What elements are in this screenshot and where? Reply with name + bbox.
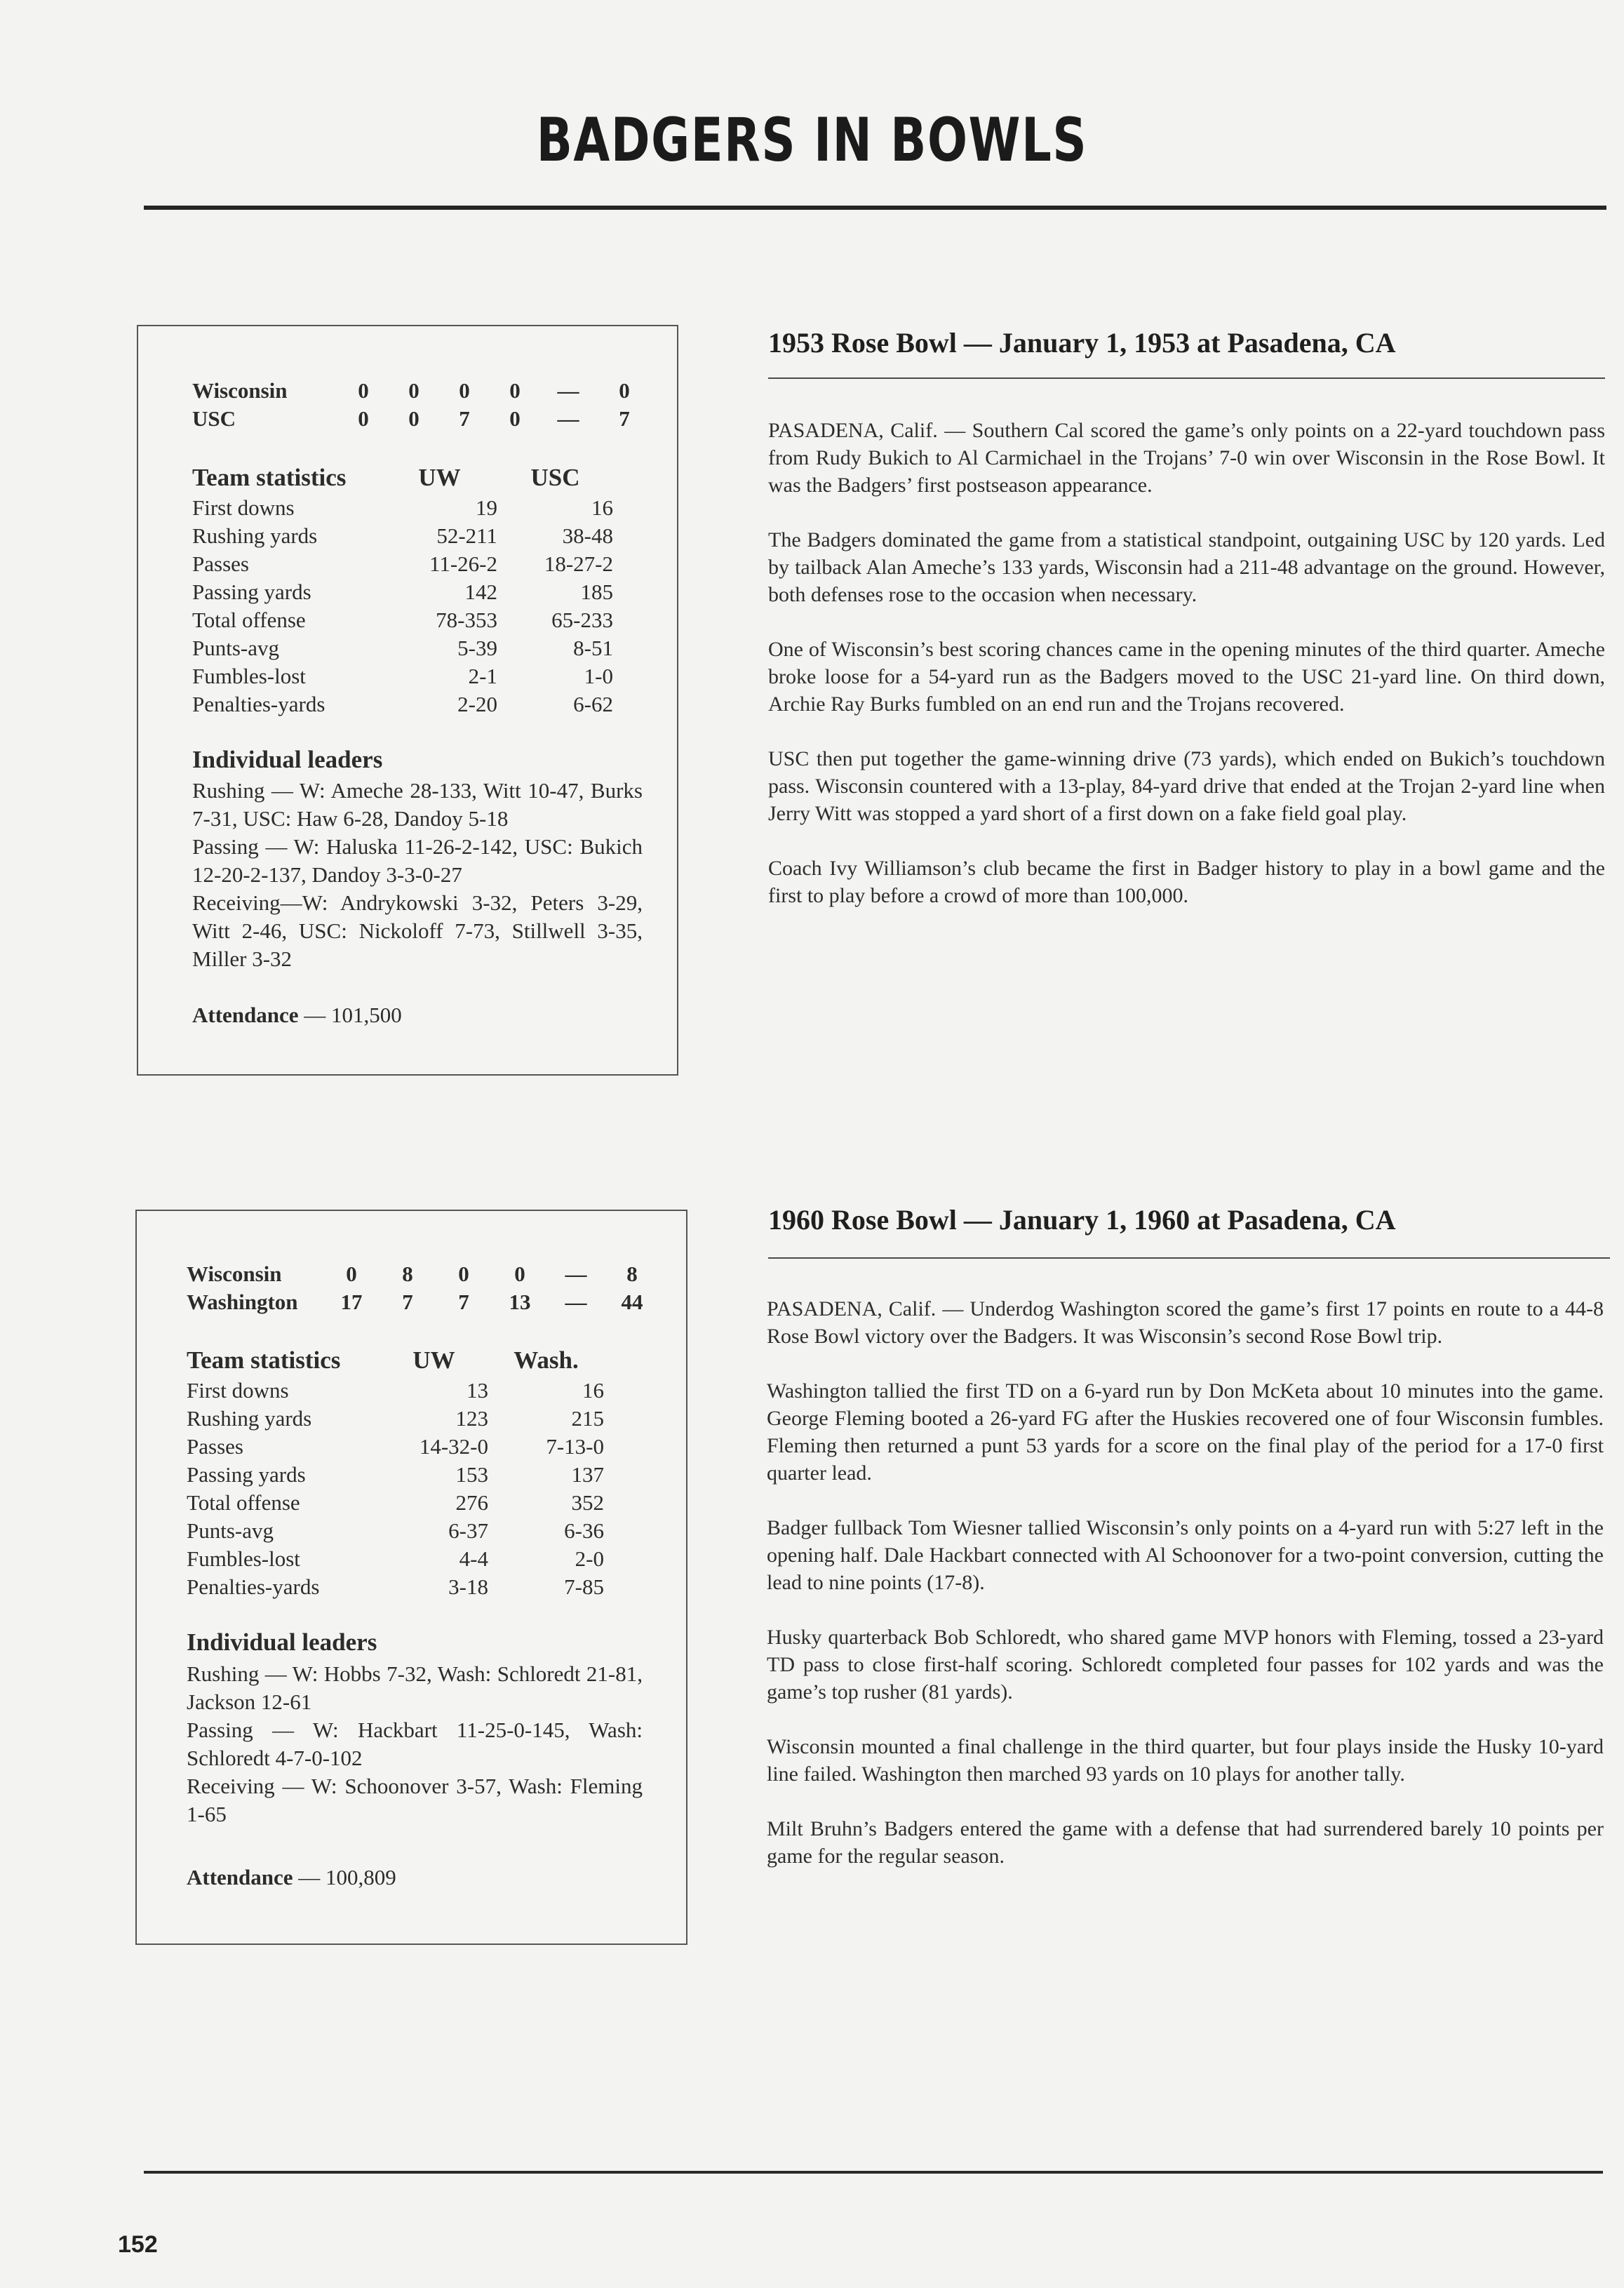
team1-value: 123 xyxy=(455,1406,488,1431)
page-title: BADGERS IN BOWLS xyxy=(536,105,1088,175)
stat-box-1953 xyxy=(137,325,678,1076)
attendance-1960 xyxy=(187,1864,396,1892)
quarter-score: 0 xyxy=(514,1262,525,1286)
team2-value: 16 xyxy=(591,495,613,520)
stat-row xyxy=(187,1545,604,1573)
team1-value: 2-1 xyxy=(468,664,497,688)
receiving-leaders: Receiving—W: Andrykowski 3-32, Peters 3-29, Witt 2-46, USC: Nickoloff 7-73, Stillwell 3-35, Miller 3-32 xyxy=(192,890,643,971)
team1-value: 19 xyxy=(476,495,497,520)
passing-leaders: Passing — W: Hackbart 11-25-0-145, Wash: Schloredt 4-7-0-102 xyxy=(187,1718,643,1770)
title-rule xyxy=(768,1257,1610,1259)
team2-column-header: USC xyxy=(530,464,580,491)
team1-value: 6-37 xyxy=(448,1518,488,1543)
stat-label: Fumbles-lost xyxy=(187,1546,300,1571)
score-dash: — xyxy=(557,406,579,431)
team1-value: 14-32-0 xyxy=(419,1434,488,1459)
rushing-leaders: Rushing — W: Ameche 28-133, Witt 10-47, Burks 7-31, USC: Haw 6-28, Dandoy 5-18 xyxy=(192,778,643,831)
score-row xyxy=(187,1260,660,1288)
score-row xyxy=(192,405,652,433)
stat-label: Punts-avg xyxy=(187,1518,274,1543)
quarter-score: 0 xyxy=(408,378,420,403)
stat-row xyxy=(187,1489,604,1517)
game-title-1960: 1960 Rose Bowl — January 1, 1960 at Pasadena, CA xyxy=(768,1204,1396,1236)
final-score: 0 xyxy=(619,378,630,403)
team2-value: 16 xyxy=(582,1378,604,1403)
team2-value: 2-0 xyxy=(575,1546,604,1571)
stat-row xyxy=(187,1573,604,1601)
team2-value: 1-0 xyxy=(584,664,613,688)
quarter-score: 0 xyxy=(346,1262,357,1286)
team2-value: 8-51 xyxy=(573,636,613,660)
game-title-1953: 1953 Rose Bowl — January 1, 1953 at Pasadena, CA xyxy=(768,327,1396,359)
team2-value: 6-36 xyxy=(564,1518,604,1543)
attendance-1953 xyxy=(192,1001,402,1029)
stat-row xyxy=(187,1377,604,1405)
story-paragraph: Wisconsin mounted a final challenge in the third quarter, but four plays inside the Husky 10-yard line failed. Washington then marched 93 yards on 10 plays for another tally. xyxy=(767,1735,1604,1786)
team1-value: 2-20 xyxy=(457,692,497,716)
stat-label: First downs xyxy=(192,495,295,520)
story-paragraph: Washington tallied the first TD on a 6-yard run by Don McKeta about 10 minutes into the game. George Fleming booted a 26-yard FG after the Huskies recovered one of four Wisconsin fumbles. Fleming then returned a punt 53 yards for a score on the final play of the period for a 17-0 first quarter lead. xyxy=(767,1379,1604,1485)
quarter-score: 0 xyxy=(509,378,521,403)
leaders-heading: Individual leaders xyxy=(192,746,383,773)
team2-column-header: Wash. xyxy=(514,1346,579,1374)
individual-leaders-1953 xyxy=(192,777,643,973)
team1-value: 5-39 xyxy=(457,636,497,660)
team2-value: 38-48 xyxy=(562,523,613,548)
quarter-score: 0 xyxy=(509,406,521,431)
story-paragraph: PASADENA, Calif. — Underdog Washington scored the game’s first 17 points en route to a 44-8 Rose Bowl victory over the Badgers. It was Wisconsin’s second Rose Bowl trip. xyxy=(767,1297,1604,1348)
attendance-label: Attendance xyxy=(192,1003,299,1027)
story-paragraph: Coach Ivy Williamson’s club became the first in Badger history to play in a bowl game and the first to play before a crowd of more than 100,000. xyxy=(768,857,1605,907)
individual-leaders-1960 xyxy=(187,1660,643,1828)
story-paragraph: USC then put together the game-winning drive (73 yards), which ended on Bukich’s touchdown pass. Wisconsin countered with a 13-play, 84-yard drive that ended at the Trojan 2-yard line when Jerry Witt was stopped a yard short of a first down on a fake field goal play. xyxy=(768,747,1605,825)
team-name: Wisconsin xyxy=(192,378,288,403)
stat-label: Passes xyxy=(192,551,249,576)
receiving-leaders: Receiving — W: Schoonover 3-57, Wash: Fleming 1-65 xyxy=(187,1774,643,1826)
team2-value: 7-85 xyxy=(564,1574,604,1599)
attendance-value: — 100,809 xyxy=(298,1865,396,1889)
team2-value: 215 xyxy=(571,1406,604,1431)
stat-label: Penalties-yards xyxy=(192,692,326,716)
stat-row xyxy=(192,550,613,578)
quarter-score: 7 xyxy=(458,1290,469,1314)
stat-row xyxy=(192,606,613,634)
stat-label: Fumbles-lost xyxy=(192,664,306,688)
team1-value: 142 xyxy=(464,580,497,604)
stat-row xyxy=(192,690,613,718)
stat-label: Rushing yards xyxy=(192,523,318,548)
story-paragraph: Milt Bruhn’s Badgers entered the game with a defense that had surrendered barely 10 points per game for the regular season. xyxy=(767,1817,1604,1868)
rushing-leaders: Rushing — W: Hobbs 7-32, Wash: Schloredt 21-81, Jackson 12-61 xyxy=(187,1661,643,1714)
team2-value: 6-62 xyxy=(573,692,613,716)
team-stats-1953 xyxy=(192,462,613,718)
stats-header xyxy=(192,462,613,494)
final-score: 8 xyxy=(626,1262,638,1286)
stat-label: Rushing yards xyxy=(187,1406,312,1431)
scoreboard-1953 xyxy=(192,377,652,433)
attendance-value: — 101,500 xyxy=(304,1003,402,1027)
quarter-score: 0 xyxy=(459,378,470,403)
team1-value: 153 xyxy=(455,1462,488,1487)
stats-heading: Team statistics xyxy=(192,464,347,491)
quarter-score: 7 xyxy=(402,1290,413,1314)
stat-box-1960 xyxy=(135,1210,687,1945)
team1-value: 13 xyxy=(467,1378,488,1403)
score-row xyxy=(192,377,652,405)
team1-column-header: UW xyxy=(418,464,461,491)
quarter-score: 0 xyxy=(358,406,369,431)
team2-value: 7-13-0 xyxy=(546,1434,604,1459)
team1-value: 4-4 xyxy=(459,1546,488,1571)
quarter-score: 7 xyxy=(459,406,470,431)
game-story-1953 xyxy=(768,417,1605,937)
final-score: 7 xyxy=(619,406,630,431)
stat-row xyxy=(187,1517,604,1545)
team1-value: 52-211 xyxy=(436,523,497,548)
stat-row xyxy=(192,578,613,606)
stat-row xyxy=(187,1405,604,1433)
stat-row xyxy=(187,1461,604,1489)
final-score: 44 xyxy=(621,1290,643,1314)
attendance-label: Attendance xyxy=(187,1865,293,1889)
quarter-score: 13 xyxy=(509,1290,531,1314)
score-dash: — xyxy=(557,378,579,403)
quarter-score: 0 xyxy=(358,378,369,403)
team-name: Wisconsin xyxy=(187,1262,282,1286)
team1-value: 11-26-2 xyxy=(429,551,497,576)
story-paragraph: The Badgers dominated the game from a statistical standpoint, outgaining USC by 120 yards. Led by tailback Alan Ameche’s 133 yards, Wisconsin had a 211-48 advantage on the ground. However, both defenses rose to the occasion when necessary. xyxy=(768,528,1605,606)
team1-value: 276 xyxy=(455,1490,488,1515)
team1-value: 3-18 xyxy=(448,1574,488,1599)
stat-label: Passes xyxy=(187,1434,243,1459)
stat-label: First downs xyxy=(187,1378,289,1403)
stat-label: Total offense xyxy=(187,1490,300,1515)
stat-row xyxy=(192,634,613,662)
quarter-score: 0 xyxy=(408,406,420,431)
team-name: USC xyxy=(192,406,236,431)
team-stats-1960 xyxy=(187,1344,604,1601)
score-row xyxy=(187,1288,660,1316)
stat-label: Penalties-yards xyxy=(187,1574,320,1599)
footer-rule xyxy=(144,2171,1603,2174)
header-rule xyxy=(144,206,1606,210)
story-paragraph: PASADENA, Calif. — Southern Cal scored the game’s only points on a 22-yard touchdown pass from Rudy Bukich to Al Carmichael in the Trojans’ 7-0 win over Wisconsin in the Rose Bowl. It was the Badgers’ first postseason appearance. xyxy=(768,419,1605,497)
team2-value: 65-233 xyxy=(551,608,613,632)
game-story-1960 xyxy=(767,1295,1604,1897)
stats-header xyxy=(187,1344,604,1377)
stat-row xyxy=(187,1433,604,1461)
team2-value: 185 xyxy=(580,580,613,604)
story-paragraph: One of Wisconsin’s best scoring chances came in the opening minutes of the third quarter. Ameche broke loose for a 54-yard run as the Badgers moved to the USC 21-yard line. On third down, Archie Ray Burks fumbled on an end run and the Trojans recovered. xyxy=(768,638,1605,716)
team1-value: 78-353 xyxy=(436,608,497,632)
score-dash: — xyxy=(565,1262,587,1286)
score-dash: — xyxy=(565,1290,587,1314)
stat-row xyxy=(192,662,613,690)
quarter-score: 0 xyxy=(458,1262,469,1286)
title-rule xyxy=(768,377,1605,379)
team2-value: 352 xyxy=(571,1490,604,1515)
team-name: Washington xyxy=(187,1290,298,1314)
stat-label: Passing yards xyxy=(192,580,311,604)
team1-column-header: UW xyxy=(412,1346,455,1374)
story-paragraph: Husky quarterback Bob Schloredt, who shared game MVP honors with Fleming, tossed a 23-yard TD pass to close first-half scoring. Schloredt completed four passes for 102 yards and was the game’s top rusher (81 yards). xyxy=(767,1626,1604,1704)
stat-row xyxy=(192,494,613,522)
team2-value: 18-27-2 xyxy=(544,551,613,576)
stat-label: Total offense xyxy=(192,608,306,632)
quarter-score: 17 xyxy=(340,1290,363,1314)
scoreboard-1960 xyxy=(187,1260,660,1316)
passing-leaders: Passing — W: Haluska 11-26-2-142, USC: Bukich 12-20-2-137, Dandoy 3-3-0-27 xyxy=(192,834,643,887)
stat-row xyxy=(192,522,613,550)
quarter-score: 8 xyxy=(402,1262,413,1286)
page-number: 152 xyxy=(118,2231,158,2258)
stat-label: Passing yards xyxy=(187,1462,306,1487)
leaders-heading: Individual leaders xyxy=(187,1628,377,1656)
story-paragraph: Badger fullback Tom Wiesner tallied Wisconsin’s only points on a 4-yard run with 5:27 left in the opening half. Dale Hackbart connected with Al Schoonover for a two-point conversion, cutting the lead to nine points (17-8). xyxy=(767,1516,1604,1594)
stats-heading: Team statistics xyxy=(187,1346,341,1374)
stat-label: Punts-avg xyxy=(192,636,279,660)
team2-value: 137 xyxy=(571,1462,604,1487)
